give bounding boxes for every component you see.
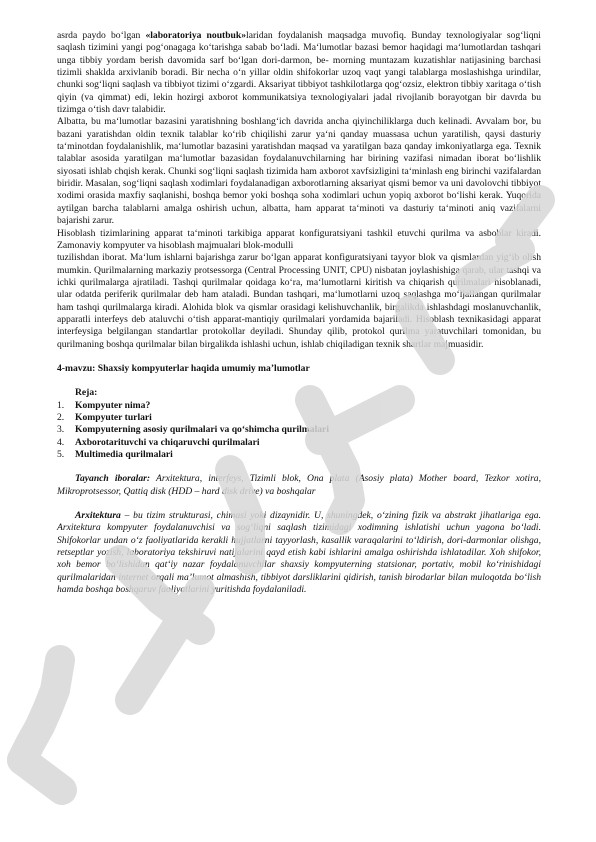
- list-item: 1. Kompyuter nima?: [57, 399, 151, 411]
- list-item: 4. Axborotarituvchi va chiqaruvchi qurilmalari: [57, 436, 260, 448]
- document-page: [57, 30, 541, 596]
- topic-heading: 4-mavzu: Shaxsiy kompyuterlar haqida umumiy ma’lumotlar: [57, 362, 310, 374]
- list-item: 2. Kompyuter turlari: [57, 411, 152, 423]
- plan-title: Reja:: [75, 387, 98, 399]
- keywords-text: Arxitektura, interfeys, Tizimli blok, Ona plata (Asosiy plata) Mother board, Tezkor xotira, Mikroprotsessor, Qattiq disk (HDD – hard disk drive) va boshqalar: [57, 473, 541, 497]
- bold-term-laboratoriya-noutbuk: «laboratoriya noutbuk»: [145, 30, 247, 41]
- keywords-label: Tayanch iboralar:: [75, 473, 151, 485]
- definition-term: Arxitektura: [75, 510, 121, 522]
- list-item: 3. Kompyuterning asosiy qurilmalari va qo‘shimcha qurilmalari: [57, 424, 329, 436]
- plan-list: [57, 400, 541, 462]
- list-item: 5. Multimedia qurilmalari: [57, 449, 173, 460]
- definition-paragraph: [57, 510, 541, 596]
- keywords-paragraph: [57, 473, 541, 498]
- paragraph-1: asrda paydo bo‘lgan «laboratoriya noutbuk»laridan foydalanish maqsadga muvofiq. Bunday texnologiyalar sog‘liqni saqlash tizimini yangi pog‘onagaga ko‘tarishga sabab bo‘ladi. Ma‘lumotlar bazasi bemor haqidagi ma‘lumotlardan tashqari unga tibbiy yordam berish davomida sarf bo‘lgan dori-darmon, be- morning muntazam kuzatishlar natijasining barchasi tizimli shaklda arxivlanib boradi. Bir necha o‘n yillar oldin shifokorlar uzoq vaqt yangi talablarga moslashishga urindilar, chunki sog‘liqni saqlash va tibbiyot tizimi o‘zgardi. Aksariyat tibbiyot tashkilotlarga qog‘ozsiz, elektron tibbiy xaritaga o‘tish qiyin (va qimmat) edi, lekin hozirgi axborot kommunikatsiya texnologiyalari jadal rivojlanib borayotgan bir davrda bu tizimga o‘tish davr talabidir.: [57, 30, 541, 116]
- paragraph-4: tuzilishdan iborat. Ma‘lum ishlarni bajarishga zarur bo‘lgan apparat konfiguratsiyani tayyor blok va qismlardan yig‘ib olish mumkin. Qurilmalarning markaziy protsessorga (Central Processing UNIT, CPU) nisbatan joylashishiga qarab, ular tashqi va ichki qurilmalarga ajratiladi. Tashqi qurilmalar qoidaga ko‘ra, ma‘lumotlarni kiritish va chiqarish qurilmalari hisoblanadi, ular odatda periferik qurilmalar deb ham ataladi. Bundan tashqari, ma‘lumotlarni uzoq saqlashga mo‘ljallangan qurilmalar ham tashqi qurilmalarga kiradi. Alohida blok va qismlar orasidagi kelishuvchanlik, birgalikda ishlashdagi moslanuvchanlik, apparatli interfeys deb ataluvchi o‘tish apparat-mantiqiy qurilmalari yordamida bajariladi. Hisoblash texnikasidagi apparat interfeysiga belgilangan standartlar protokollar deyiladi. Shunday qilib, protokol qurilma yaratuvchilari tomonidan, bu qurilmaning boshqa qurilmalar bilan birgalikda ishlashi uchun, ishlab chiqiladigan texnik shartlar majmuasidir.: [57, 252, 541, 350]
- paragraph-2: Albatta, bu ma‘lumotlar bazasini yaratishning boshlang‘ich davrida ancha qiyinchiliklarga duch kelinadi. Avvalam bor, bu bazani yaratishdan oldin texnik talablar ko‘rib chiqilishi zarur ya‘ni qanday muassasa uchun yaratilish, qaysi dasturiy ta‘minotdan foydalanishlik, ma‘lumotlar bazasini yaratishdan maqsad va yaratilgan baza qanday imkoniyatlarga ega. Texnik talablar asosida yaratilgan ma‘lumotlar bazasidan foydalanuvchilarning har birining vazifasi nimadan iborat bo‘lishlik siyosati ishlab chqish kerak. Chunki sog‘liqni saqlash tizimida ham axborot xavfsizligini ta‘minlash eng birinchi vazifalardan biridir. Masalan, sog‘liqni saqlash xodimlari foydalanadigan axborotlarning aksariyat qismi bemor va uni davolovchi tibbiyot xodimi orasida maxfiy saqlanishi, boshqa bemor yoki boshqa soha xodimlari uchun yopiq axborot bo‘lishi kerak. Yuqorida aytilgan barcha talablarni amalga oshirish uchun, albatta, ham apparat ta‘minoti va dasturiy ta‘minoti aniq vazifalarni bajarishi zarur.: [57, 116, 541, 227]
- definition-text: – bu tizim strukturasi, chimasi yoki dizaynidir. U, shuningdek, o‘zining fizik va abstrakt jihatlariga ega. Arxitektura kompyuter foydalanuvchisi va sog‘liqni saqlash tizimidagi xodimning ishlatishi uchun yagona bo‘ladi. Shifokorlar undan o‘z faoliyatlarida kerakli hujjatlarni tayyorlash, kasallik varaqalarini to‘ldirish, dori-darmonlar olishga, retseptlar yozish, laboratoriya tekshiruvi natijalarini qayd etish kabi ishlarini amalga oshirishda ishlatadilar. Xoh shifokor, xoh bemor bo‘lishidan qat‘iy nazar foydalanuvchilar shaxsiy kompyuterning statsionar, portativ, mobil ko‘rinishidagi qurilmalaridan internet orqali ma’lumot almashish, tibbiyot darsliklarini qidirish, tanish birodarlar bilan muloqotda bo‘lish hamda boshqa boshqaruv faoliyatlarini yuritishda foydalaniladi.: [57, 510, 541, 596]
- paragraph-3: Hisoblash tizimlarining apparat ta‘minoti tarkibiga apparat konfiguratsiyani tashkil etuvchi qurilma va asboblar kiradi. Zamonaviy kompyuter va hisoblash majmualari blok-modulli: [57, 227, 541, 251]
